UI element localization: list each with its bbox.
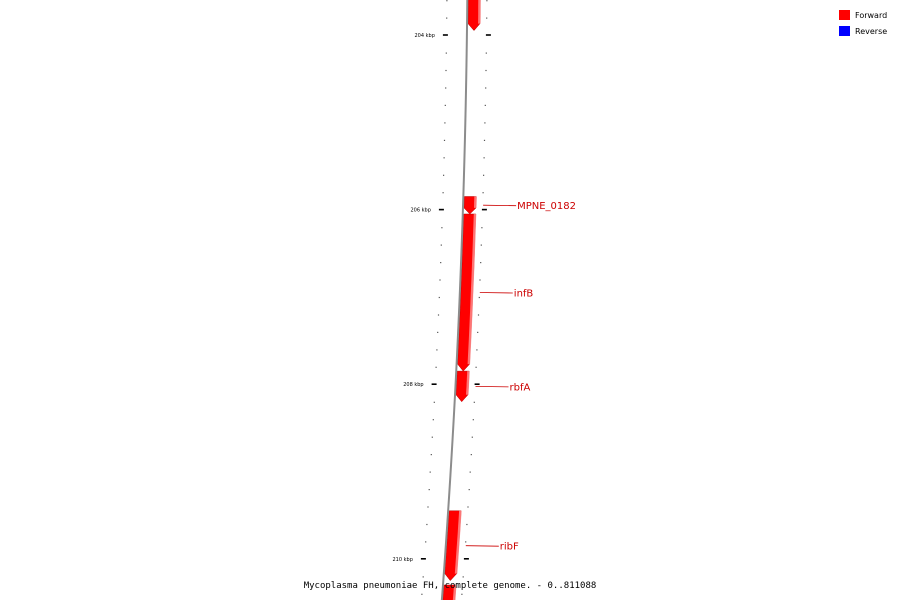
- minor-tick-left: [437, 332, 438, 333]
- gene-mpne_0182-leader-line: [483, 205, 516, 206]
- minor-tick-left: [440, 262, 441, 263]
- major-tick-right: [475, 383, 480, 385]
- minor-tick-left: [443, 192, 444, 193]
- minor-tick-left: [421, 594, 422, 595]
- minor-tick-left: [445, 105, 446, 106]
- major-tick-left: [432, 383, 437, 385]
- minor-tick-right: [477, 332, 478, 333]
- minor-tick-marks: [421, 0, 487, 595]
- minor-tick-right: [476, 349, 477, 350]
- minor-tick-right: [470, 472, 471, 473]
- gene-label-rbfa: rbfA: [509, 382, 531, 394]
- minor-tick-right: [483, 175, 484, 176]
- minor-tick-right: [471, 454, 472, 455]
- gene-label-ribf: ribF: [499, 541, 519, 553]
- minor-tick-left: [433, 419, 434, 420]
- tick-label: 206 kbp: [410, 207, 431, 214]
- major-tick-right: [486, 34, 491, 36]
- gene-track: [436, 0, 481, 600]
- minor-tick-right: [484, 122, 485, 123]
- minor-tick-left: [436, 367, 437, 368]
- gene-ribf-leader-line: [466, 546, 499, 547]
- minor-tick-right: [484, 157, 485, 158]
- gene-unlabeled-highlight: [478, 0, 481, 24]
- minor-tick-left: [444, 157, 445, 158]
- legend-reverse-label: Reverse: [855, 27, 888, 36]
- minor-tick-right: [465, 541, 466, 542]
- minor-tick-left: [438, 314, 439, 315]
- minor-tick-right: [466, 524, 467, 525]
- minor-tick-right: [485, 87, 486, 88]
- gene-rbfa-leader-line: [476, 386, 509, 387]
- minor-tick-left: [430, 472, 431, 473]
- minor-tick-left: [439, 297, 440, 298]
- gene-label-mpne_0182: MPNE_0182: [517, 201, 577, 213]
- minor-tick-right: [478, 314, 479, 315]
- minor-tick-right: [473, 419, 474, 420]
- minor-tick-right: [474, 402, 475, 403]
- minor-tick-right: [472, 437, 473, 438]
- minor-tick-right: [484, 140, 485, 141]
- minor-tick-left: [431, 454, 432, 455]
- minor-tick-left: [427, 506, 428, 507]
- minor-tick-left: [441, 245, 442, 246]
- minor-tick-left: [445, 70, 446, 71]
- genome-caption: Mycoplasma pneumoniae FH, complete genome. - 0..811088: [303, 581, 597, 591]
- minor-tick-left: [434, 402, 435, 403]
- major-tick-left: [439, 209, 444, 211]
- gene-infb-leader-line: [480, 293, 513, 294]
- minor-tick-left: [423, 576, 424, 577]
- minor-tick-left: [426, 524, 427, 525]
- minor-tick-left: [446, 53, 447, 54]
- minor-tick-left: [445, 87, 446, 88]
- gene-label-infb: infB: [513, 288, 534, 300]
- minor-tick-right: [467, 506, 468, 507]
- major-tick-right: [482, 209, 487, 211]
- minor-tick-right: [480, 262, 481, 263]
- minor-tick-left: [429, 489, 430, 490]
- minor-tick-right: [486, 18, 487, 19]
- minor-tick-left: [444, 122, 445, 123]
- minor-tick-right: [469, 489, 470, 490]
- gene-mpne_0182-highlight: [474, 197, 477, 208]
- minor-tick-left: [425, 541, 426, 542]
- minor-tick-right: [461, 594, 462, 595]
- major-tick-left: [443, 34, 448, 36]
- minor-tick-right: [481, 245, 482, 246]
- minor-tick-right: [463, 576, 464, 577]
- legend: [839, 10, 887, 36]
- legend-forward-label: Forward: [855, 11, 888, 20]
- minor-tick-right: [485, 70, 486, 71]
- legend-reverse-swatch: [839, 26, 850, 36]
- minor-tick-right: [479, 279, 480, 280]
- minor-tick-right: [485, 105, 486, 106]
- minor-tick-left: [446, 18, 447, 19]
- minor-tick-right: [486, 53, 487, 54]
- minor-tick-left: [441, 227, 442, 228]
- minor-tick-right: [476, 367, 477, 368]
- minor-tick-left: [444, 140, 445, 141]
- minor-tick-right: [479, 297, 480, 298]
- minor-tick-right: [483, 192, 484, 193]
- major-tick-left: [421, 558, 426, 560]
- tick-label: 210 kbp: [392, 556, 413, 563]
- gene-labels: [459, 201, 576, 600]
- legend-forward-swatch: [839, 10, 850, 20]
- minor-tick-left: [439, 279, 440, 280]
- minor-tick-left: [432, 437, 433, 438]
- minor-tick-right: [481, 227, 482, 228]
- minor-tick-left: [443, 175, 444, 176]
- tick-label: 204 kbp: [414, 33, 435, 39]
- minor-tick-left: [436, 349, 437, 350]
- tick-label: 208 kbp: [403, 382, 424, 389]
- major-tick-right: [464, 558, 469, 560]
- minor-tick-left: [446, 0, 447, 1]
- minor-tick-right: [486, 0, 487, 1]
